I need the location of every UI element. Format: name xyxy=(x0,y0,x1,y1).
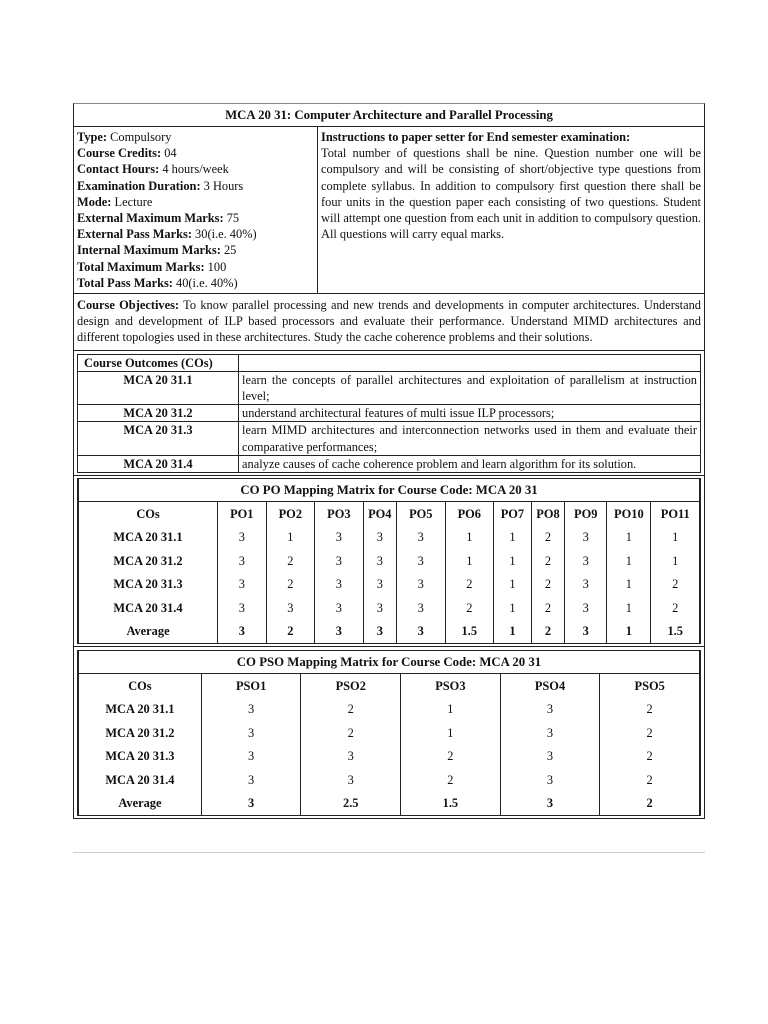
course-info-item xyxy=(77,194,314,210)
pso-matrix-title: CO PSO Mapping Matrix for Course Code: MCA 20 31 xyxy=(79,651,699,674)
table-cell: 3 xyxy=(218,596,267,620)
instructions-heading: Instructions to paper setter for End semester examination: xyxy=(321,130,631,144)
table-cell: 3 xyxy=(201,768,301,792)
course-info-value: 100 xyxy=(204,259,227,274)
table-cell: 2.5 xyxy=(301,792,401,816)
table-cell: 1 xyxy=(445,526,494,550)
table-cell: 1 xyxy=(445,549,494,573)
course-info-item xyxy=(77,259,314,275)
table-cell: 2 xyxy=(266,549,315,573)
table-cell: 3 xyxy=(315,573,364,597)
table-cell: 3 xyxy=(565,573,607,597)
table-cell: 1 xyxy=(607,620,651,644)
pso-matrix-frame xyxy=(77,650,701,816)
table-cell: 3 xyxy=(315,620,364,644)
pso-matrix-section xyxy=(73,647,705,819)
table-cell: 3 xyxy=(363,549,396,573)
row-header: MCA 20 31.3 xyxy=(105,749,175,764)
course-title: MCA 20 31: Computer Architecture and Parallel Processing xyxy=(73,103,705,127)
course-info-label: Total Pass Marks: xyxy=(77,275,173,290)
outcome-code: MCA 20 31.2 xyxy=(78,405,239,422)
column-header: PO10 xyxy=(607,502,651,526)
table-cell: 1 xyxy=(494,596,532,620)
row-header: MCA 20 31.3 xyxy=(113,577,183,592)
table-cell: 1 xyxy=(494,549,532,573)
table-row xyxy=(78,354,701,371)
table-cell: 3 xyxy=(301,745,401,769)
column-header: PO5 xyxy=(397,502,446,526)
row-header: MCA 20 31.4 xyxy=(113,600,183,615)
table-cell: 1 xyxy=(401,698,501,722)
table-cell: 3 xyxy=(363,620,396,644)
table-cell: 2 xyxy=(266,620,315,644)
table-header-row xyxy=(79,502,699,526)
table-row xyxy=(79,768,699,792)
table-cell: 3 xyxy=(397,549,446,573)
course-info-item xyxy=(77,161,314,177)
course-info-label: External Pass Marks: xyxy=(77,227,192,242)
table-row xyxy=(78,422,701,455)
course-info-label: External Maximum Marks: xyxy=(77,211,224,226)
table-cell: 1 xyxy=(494,620,532,644)
table-cell: 2 xyxy=(301,698,401,722)
table-cell: 3 xyxy=(301,768,401,792)
course-outcomes-table xyxy=(77,354,701,473)
table-cell: 3 xyxy=(218,573,267,597)
table-cell: 2 xyxy=(600,745,699,769)
row-header: Average xyxy=(126,624,170,639)
table-cell: 3 xyxy=(500,792,600,816)
table-cell: 3 xyxy=(500,698,600,722)
table-cell: 3 xyxy=(565,549,607,573)
column-header: PO7 xyxy=(494,502,532,526)
table-cell: 2 xyxy=(445,596,494,620)
column-header: PO4 xyxy=(363,502,396,526)
table-row xyxy=(79,745,699,769)
course-info-list xyxy=(74,127,318,293)
course-info-item xyxy=(77,210,314,226)
outcome-description: understand architectural features of multi issue ILP processors; xyxy=(239,405,701,422)
table-cell: 1.5 xyxy=(401,792,501,816)
table-cell: 2 xyxy=(401,768,501,792)
column-header: PO8 xyxy=(531,502,564,526)
column-header: PSO5 xyxy=(600,674,699,698)
column-header: PSO1 xyxy=(201,674,301,698)
table-cell: 1 xyxy=(494,573,532,597)
table-cell: 1 xyxy=(607,526,651,550)
column-header: PO9 xyxy=(565,502,607,526)
column-header: PO6 xyxy=(445,502,494,526)
table-row xyxy=(79,698,699,722)
course-info-item xyxy=(77,242,314,258)
row-header: MCA 20 31.2 xyxy=(113,553,183,568)
table-cell: 3 xyxy=(397,573,446,597)
table-cell: 1 xyxy=(607,573,651,597)
column-header: PO3 xyxy=(315,502,364,526)
table-cell: 1.5 xyxy=(445,620,494,644)
course-info-value: 3 Hours xyxy=(200,178,244,193)
table-cell: 2 xyxy=(651,573,699,597)
table-cell: 3 xyxy=(397,526,446,550)
table-cell: 2 xyxy=(531,596,564,620)
table-cell: 2 xyxy=(600,768,699,792)
course-info-label: Type: xyxy=(77,130,108,144)
course-info-label: Total Maximum Marks: xyxy=(77,259,205,274)
column-header: PO11 xyxy=(651,502,699,526)
course-info-label: Course Credits: xyxy=(77,146,162,161)
course-info-label: Examination Duration: xyxy=(77,178,201,193)
table-row xyxy=(79,549,699,573)
table-cell: 1 xyxy=(607,549,651,573)
table-cell: 3 xyxy=(500,745,600,769)
table-cell: 2 xyxy=(600,721,699,745)
table-cell: 3 xyxy=(218,620,267,644)
objectives-label: Course Objectives: xyxy=(77,298,180,313)
row-header: MCA 20 31.4 xyxy=(105,772,175,787)
table-cell: 3 xyxy=(315,526,364,550)
course-info-value: Compulsory xyxy=(107,130,172,144)
course-info-value: Lecture xyxy=(111,194,153,209)
outcome-description: learn the concepts of parallel architectures and exploitation of parallelism at instruction level; xyxy=(239,371,701,404)
column-header: PO1 xyxy=(218,502,267,526)
po-matrix-title: CO PO Mapping Matrix for Course Code: MCA 20 31 xyxy=(79,479,699,502)
table-cell: 2 xyxy=(401,745,501,769)
course-info-value: 04 xyxy=(161,146,177,161)
table-cell: 2 xyxy=(445,573,494,597)
table-cell: 3 xyxy=(363,526,396,550)
instructions-text: Total number of questions shall be nine. Question number one will be compulsory and will be consisting of short/objective type questions from complete syllabus. In addition to compulsory first question there shall be four units in the question paper each consisting of two questions. Student will attempt one question from each unit in addition to compulsory question. All questions will carry equal marks. xyxy=(321,146,701,242)
table-cell: 1 xyxy=(651,526,699,550)
course-info-value: 25 xyxy=(220,243,237,258)
table-cell: 3 xyxy=(500,768,600,792)
course-info-section xyxy=(73,127,705,294)
po-matrix-frame xyxy=(77,478,701,644)
instructions-panel xyxy=(318,127,704,293)
column-header: PSO3 xyxy=(401,674,501,698)
table-cell: 2 xyxy=(531,620,564,644)
table-cell: 1.5 xyxy=(651,620,699,644)
course-info-value: 75 xyxy=(223,211,240,226)
table-cell: 1 xyxy=(607,596,651,620)
course-info-item xyxy=(77,226,314,242)
table-cell: 3 xyxy=(315,596,364,620)
column-header: PO2 xyxy=(266,502,315,526)
column-header: COs xyxy=(128,678,152,693)
column-header: COs xyxy=(136,506,160,521)
row-header: MCA 20 31.2 xyxy=(105,725,175,740)
outcome-code: MCA 20 31.3 xyxy=(78,422,239,455)
outcome-code: MCA 20 31.1 xyxy=(78,371,239,404)
course-info-item xyxy=(77,145,314,161)
page-rule xyxy=(73,852,705,853)
outcome-description: learn MIMD architectures and interconnection networks used in them and evaluate their comparative performances; xyxy=(239,422,701,455)
row-header: Average xyxy=(118,796,162,811)
table-cell: 1 xyxy=(494,526,532,550)
table-cell: 3 xyxy=(565,526,607,550)
table-cell: 3 xyxy=(397,620,446,644)
table-row xyxy=(79,792,699,816)
outcomes-header: Course Outcomes (COs) xyxy=(78,354,239,371)
table-row xyxy=(79,596,699,620)
table-row xyxy=(79,526,699,550)
column-header: PSO4 xyxy=(500,674,600,698)
course-info-label: Mode: xyxy=(77,194,112,209)
table-cell: 2 xyxy=(531,526,564,550)
outcomes-header-blank xyxy=(239,354,701,371)
table-cell: 3 xyxy=(201,698,301,722)
course-info-value: 40(i.e. 40%) xyxy=(172,275,238,290)
table-cell: 3 xyxy=(315,549,364,573)
row-header: MCA 20 31.1 xyxy=(113,530,183,545)
table-cell: 3 xyxy=(565,620,607,644)
table-cell: 2 xyxy=(600,698,699,722)
table-cell: 3 xyxy=(363,573,396,597)
table-row xyxy=(78,371,701,404)
table-cell: 3 xyxy=(397,596,446,620)
course-info-item xyxy=(77,129,314,145)
row-header: MCA 20 31.1 xyxy=(105,702,175,717)
table-header-row xyxy=(79,674,699,698)
course-info-label: Contact Hours: xyxy=(77,162,160,177)
outcome-description: analyze causes of cache coherence problem and learn algorithm for its solution. xyxy=(239,455,701,472)
pso-matrix-table xyxy=(79,674,699,815)
table-cell: 3 xyxy=(363,596,396,620)
course-info-item xyxy=(77,178,314,194)
po-matrix-table xyxy=(79,502,699,643)
table-cell: 2 xyxy=(531,573,564,597)
table-cell: 2 xyxy=(531,549,564,573)
course-info-value: 4 hours/week xyxy=(159,162,229,177)
table-cell: 3 xyxy=(201,721,301,745)
course-objectives xyxy=(73,294,705,351)
po-matrix-section xyxy=(73,476,705,647)
table-cell: 2 xyxy=(266,573,315,597)
table-cell: 2 xyxy=(600,792,699,816)
table-cell: 3 xyxy=(218,526,267,550)
table-cell: 1 xyxy=(266,526,315,550)
table-cell: 3 xyxy=(201,745,301,769)
table-row xyxy=(78,455,701,472)
table-cell: 2 xyxy=(651,596,699,620)
course-info-value: 30(i.e. 40%) xyxy=(191,227,257,242)
syllabus-document xyxy=(73,103,705,819)
table-cell: 3 xyxy=(266,596,315,620)
table-cell: 2 xyxy=(301,721,401,745)
table-cell: 3 xyxy=(565,596,607,620)
table-row xyxy=(79,620,699,644)
table-cell: 3 xyxy=(201,792,301,816)
column-header: PSO2 xyxy=(301,674,401,698)
table-cell: 1 xyxy=(651,549,699,573)
table-row xyxy=(79,573,699,597)
table-row xyxy=(78,405,701,422)
outcome-code: MCA 20 31.4 xyxy=(78,455,239,472)
table-cell: 3 xyxy=(218,549,267,573)
table-cell: 1 xyxy=(401,721,501,745)
objectives-text: To know parallel processing and new trends and developments in computer architectures. Understand design and development of ILP based processors and evaluate their performance. Understand MIMD architectures and different topologies used in these architectures. Study the cache coherence problems and their solutions. xyxy=(77,298,701,345)
table-row xyxy=(79,721,699,745)
course-info-label: Internal Maximum Marks: xyxy=(77,243,221,258)
course-outcomes-section xyxy=(73,351,705,476)
table-cell: 3 xyxy=(500,721,600,745)
course-info-item xyxy=(77,275,314,291)
